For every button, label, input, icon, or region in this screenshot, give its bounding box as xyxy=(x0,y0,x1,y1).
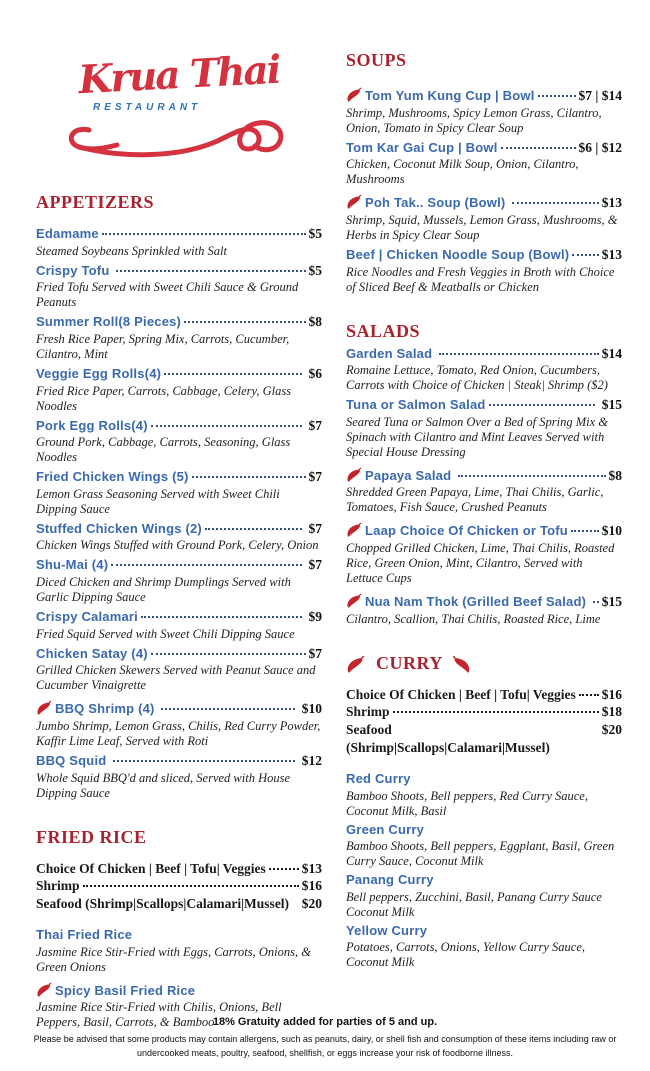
dotted-leader xyxy=(184,321,305,323)
menu-item xyxy=(346,589,622,627)
item-description: Bell peppers, Zucchini, Basil, Panang Curry Sauce Coconut Milk xyxy=(346,889,602,919)
dotted-leader xyxy=(393,711,599,713)
dotted-leader xyxy=(151,653,306,655)
item-price: $7 xyxy=(308,645,322,661)
item-name: Panang Curry xyxy=(346,872,434,888)
dotted-leader xyxy=(593,601,599,603)
item-description: Romaine Lettuce, Tomato, Red Onion, Cucumbers, Carrots with Choice of Chicken | Steak| Shrimp ($2) xyxy=(346,363,608,393)
dotted-leader xyxy=(572,254,598,256)
item-description: Jasmine Rice Stir-Fried with Chilis, Onions, Bell Peppers, Basil, Carrots, & Bamboo xyxy=(36,1000,282,1030)
item-description: Jumbo Shrimp, Lemon Grass, Chilis, Red Curry Powder, Kaffir Lime Leaf, Served with Roti xyxy=(36,718,321,748)
menu-item-row xyxy=(36,978,322,1000)
menu-item xyxy=(346,923,622,971)
menu-item xyxy=(346,771,622,819)
menu-item xyxy=(36,895,322,913)
menu-item-row xyxy=(36,313,322,331)
dotted-leader xyxy=(269,868,299,870)
item-description: Chopped Grilled Chicken, Lime, Thai Chilis, Roasted Rice, Green Onion, Mint, Cilantro, Served with Lettuce Cups xyxy=(346,541,615,585)
menu-item-row xyxy=(346,703,622,721)
item-price: $12 xyxy=(298,752,322,768)
item-description: Whole Squid BBQ'd and sliced, Served with House Dipping Sauce xyxy=(36,770,291,800)
restaurant-logo xyxy=(59,46,299,178)
item-name: Nua Nam Thok (Grilled Beef Salad) xyxy=(365,594,590,609)
menu-item-row xyxy=(36,752,322,770)
item-name: Veggie Egg Rolls(4) xyxy=(36,365,162,381)
item-description: Potatoes, Carrots, Onions, Yellow Curry Sauce, Coconut Milk xyxy=(346,940,586,970)
item-name: Red Curry xyxy=(346,770,411,786)
item-description: Shrimp, Mushrooms, Spicy Lemon Grass, Cilantro, Onion, Tomato in Spicy Clear Soup xyxy=(346,105,602,135)
item-description: Cilantro, Scallion, Thai Chilis, Roasted Rice, Lime xyxy=(346,611,601,626)
menu-item-row xyxy=(346,721,622,757)
menu-item xyxy=(36,608,322,642)
item-name: Chicken Satay (4) xyxy=(36,645,148,661)
menu-item xyxy=(36,645,322,694)
chili-pepper-icon xyxy=(36,981,53,998)
item-name: Beef | Chicken Noodle Soup (Bowl) xyxy=(346,246,570,262)
item-name: Spicy Basil Fried Rice xyxy=(55,982,196,998)
menu-section-soups xyxy=(346,50,622,295)
item-price: $7 xyxy=(305,417,322,433)
dotted-leader xyxy=(489,404,596,406)
section-title-curry xyxy=(346,653,622,674)
item-name: Green Curry xyxy=(346,821,425,837)
item-price: $13 xyxy=(601,246,622,262)
menu-section-curry xyxy=(346,653,622,971)
item-description: Seared Tuna or Salmon Over a Bed of Spring Mix & Spinach with Cilantro and Mint Leaves Served with Special House Dressing xyxy=(346,414,609,459)
item-price: $7 xyxy=(308,469,322,485)
item-name: Tom Kar Gai Cup | Bowl xyxy=(346,139,498,155)
menu-item xyxy=(36,262,322,311)
menu-item-row xyxy=(36,696,322,718)
menu-item xyxy=(36,365,322,414)
menu-item-row xyxy=(346,589,622,611)
item-price: $15 xyxy=(601,594,622,609)
menu-item xyxy=(346,463,622,516)
menu-item-row xyxy=(36,225,322,243)
item-description: Lemon Grass Seasoning Served with Sweet Chili Dipping Sauce xyxy=(36,486,280,516)
menu-item xyxy=(36,468,322,517)
dotted-leader xyxy=(571,530,599,532)
item-price: $6 | $12 xyxy=(578,139,622,155)
allergen-notice: Please be advised that some products may contain allergens, such as peanuts, dairy, or shell fish and consumption of these items including raw or undercooked meats, poultry, seafood, shellfish, or eggs increase your risk of foodborne illness. xyxy=(33,1034,617,1059)
menu-item-row xyxy=(346,463,622,485)
menu-item xyxy=(346,686,622,704)
menu-section-appetizers xyxy=(36,192,322,801)
item-name: Seafood (Shrimp|Scallops|Calamari|Mussel) xyxy=(36,896,290,912)
menu-item-row xyxy=(346,139,622,157)
item-name: Thai Fried Rice xyxy=(36,926,133,942)
menu-item-row xyxy=(36,365,322,383)
gratuity-notice: 18% Gratuity added for parties of 5 and up. xyxy=(212,1016,438,1029)
section-title-appetizers xyxy=(36,192,322,213)
chili-pepper-icon xyxy=(346,654,366,674)
item-price: $18 xyxy=(601,704,622,720)
item-description: Fresh Rice Paper, Spring Mix, Carrots, Cucumber, Cilantro, Mint xyxy=(36,331,290,361)
item-name: Garden Salad xyxy=(346,345,437,361)
item-name: Shrimp xyxy=(346,704,390,720)
item-price: $14 xyxy=(601,345,622,361)
item-description: Chicken, Coconut Milk Soup, Onion, Cilantro, Mushrooms xyxy=(346,157,579,187)
item-price: $8 xyxy=(308,314,322,330)
menu-item xyxy=(36,556,322,605)
item-description: Fried Tofu Served with Sweet Chili Sauce & Ground Peanuts xyxy=(36,280,299,310)
item-description: Fried Squid Served with Sweet Chili Dipping Sauce xyxy=(36,626,295,641)
menu-item-row xyxy=(346,771,622,788)
item-name: Yellow Curry xyxy=(346,922,428,938)
dotted-leader xyxy=(512,202,598,204)
item-price: $15 xyxy=(598,397,622,413)
logo-brand-text: Krua Thai xyxy=(77,46,281,104)
item-name: Poh Tak.. Soup (Bowl) xyxy=(365,195,510,211)
logo-subtitle-text: RESTAURANT xyxy=(93,102,202,113)
menu-item xyxy=(36,696,322,749)
menu-item-row xyxy=(36,262,322,280)
item-name: Stuffed Chicken Wings (2) xyxy=(36,520,202,536)
menu-item xyxy=(36,313,322,362)
dotted-leader xyxy=(141,616,302,618)
menu-item-row xyxy=(346,83,622,105)
item-name: Choice Of Chicken | Beef | Tofu| Veggies xyxy=(346,686,576,702)
item-price: $20 xyxy=(301,896,322,912)
menu-item xyxy=(36,520,322,554)
chili-pepper-icon xyxy=(451,654,471,674)
menu-item-row xyxy=(36,860,322,878)
menu-item xyxy=(346,703,622,721)
chili-pepper-icon xyxy=(346,86,363,103)
menu-item-row xyxy=(36,608,322,626)
item-price: $7 xyxy=(305,520,322,536)
item-name: Edamame xyxy=(36,226,99,241)
dotted-leader xyxy=(111,564,302,566)
item-description: Steamed Soybeans Sprinkled with Salt xyxy=(36,243,227,258)
menu-item-row xyxy=(36,417,322,435)
dotted-leader xyxy=(579,694,599,696)
item-name: Shu-Mai (4) xyxy=(36,557,109,573)
item-price: $10 xyxy=(601,523,622,539)
section-title-text: SOUPS xyxy=(346,50,407,70)
item-price: $13 xyxy=(601,195,622,211)
dotted-leader xyxy=(116,270,305,272)
item-description: Shrimp, Squid, Mussels, Lemon Grass, Mushrooms, & Herbs in Spicy Clear Soup xyxy=(346,212,618,242)
menu-item xyxy=(36,417,322,466)
dotted-leader xyxy=(102,233,306,235)
chili-pepper-icon xyxy=(36,699,53,716)
menu-item xyxy=(346,190,622,243)
dotted-leader xyxy=(439,353,599,355)
item-description: Bamboo Shoots, Bell peppers, Red Curry Sauce, Coconut Milk, Basil xyxy=(346,788,588,818)
menu-item-row xyxy=(346,190,622,212)
section-title-text: CURRY xyxy=(376,652,443,673)
section-title-text: APPETIZERS xyxy=(36,192,155,212)
menu-item-row xyxy=(36,556,322,574)
item-price: $5 xyxy=(308,262,322,278)
chili-pepper-icon xyxy=(346,466,363,483)
menu-item xyxy=(346,872,622,920)
item-description: Jasmine Rice Stir-Fried with Eggs, Carrots, Onions, & Green Onions xyxy=(36,944,311,974)
menu-item-row xyxy=(36,877,322,895)
menu-item xyxy=(346,396,622,460)
item-description: Ground Pork, Cabbage, Carrots, Seasoning, Glass Noodles xyxy=(36,435,291,465)
item-name: BBQ Shrimp (4) xyxy=(55,701,159,717)
item-description: Shredded Green Papaya, Lime, Thai Chilis, Garlic, Tomatoes, Fish Sauce, Crushed Peanuts xyxy=(346,485,604,515)
item-name: Tuna or Salmon Salad xyxy=(346,397,486,413)
menu-column-right xyxy=(346,50,622,1056)
chili-pepper-icon xyxy=(346,592,363,609)
menu-item-row xyxy=(36,895,322,913)
item-price: $10 xyxy=(298,701,322,717)
menu-item xyxy=(36,927,322,975)
chili-pepper-icon xyxy=(346,521,363,538)
dotted-leader xyxy=(458,475,605,477)
menu-item xyxy=(36,225,322,259)
logo-flourish-icon xyxy=(59,108,299,172)
menu-item xyxy=(36,877,322,895)
item-price: $16 xyxy=(601,686,622,702)
menu-item-row xyxy=(346,396,622,414)
item-description: Grilled Chicken Skewers Served with Peanut Sauce and Cucumber Vinaigrette xyxy=(36,663,316,693)
menu-item-row xyxy=(36,927,322,944)
chili-pepper-icon xyxy=(346,193,363,210)
dotted-leader xyxy=(205,528,302,530)
dotted-leader xyxy=(83,885,299,887)
item-price: $5 xyxy=(308,226,322,241)
item-price: $16 xyxy=(301,878,322,894)
item-name: Summer Roll(8 Pieces) xyxy=(36,314,182,330)
item-name: Pork Egg Rolls(4) xyxy=(36,417,148,433)
item-price: $13 xyxy=(301,860,322,876)
dotted-leader xyxy=(113,760,295,762)
item-name: Crispy Tofu xyxy=(36,262,114,278)
menu-item-row xyxy=(346,518,622,540)
menu-item xyxy=(346,246,622,295)
menu-item xyxy=(346,518,622,586)
item-name: Laap Choice Of Chicken or Tofu xyxy=(365,523,568,539)
menu-item xyxy=(36,752,322,801)
item-name: Seafood (Shrimp|Scallops|Calamari|Mussel) xyxy=(346,722,550,756)
item-price: $8 xyxy=(608,467,622,483)
menu-item xyxy=(346,721,622,757)
menu-item xyxy=(36,860,322,878)
item-description: Rice Noodles and Fresh Veggies in Broth with Choice of Sliced Beef & Meatballs or Chicken xyxy=(346,264,615,294)
section-title-fried-rice xyxy=(36,827,322,848)
menu-section-salads xyxy=(346,321,622,627)
menu-section-fried-rice xyxy=(36,827,322,1031)
item-description: Diced Chicken and Shrimp Dumplings Served with Garlic Dipping Sauce xyxy=(36,575,291,604)
dotted-leader xyxy=(538,95,576,97)
menu-column-left xyxy=(36,46,322,1056)
item-description: Chicken Wings Stuffed with Ground Pork, Celery, Onion xyxy=(36,538,319,553)
dotted-leader xyxy=(161,708,295,710)
item-price: $7 xyxy=(305,557,322,573)
section-title-text: FRIED RICE xyxy=(36,826,147,847)
menu-item-row xyxy=(346,686,622,704)
menu-item-row xyxy=(36,468,322,486)
menu-item xyxy=(346,822,622,870)
item-name: Fried Chicken Wings (5) xyxy=(36,469,189,485)
item-name: BBQ Squid xyxy=(36,752,111,768)
menu-item-row xyxy=(346,345,622,363)
menu-item-row xyxy=(36,520,322,538)
footer xyxy=(0,1016,650,1061)
item-price: $7 | $14 xyxy=(578,88,622,103)
section-title-salads xyxy=(346,321,622,342)
item-name: Shrimp xyxy=(36,878,80,894)
item-price: $9 xyxy=(305,609,322,624)
dotted-leader xyxy=(192,476,306,478)
menu-item xyxy=(346,83,622,136)
item-price: $20 xyxy=(601,722,622,738)
section-title-soups xyxy=(346,50,622,71)
item-price: $6 xyxy=(305,365,322,381)
item-description: Fried Rice Paper, Carrots, Cabbage, Celery, Glass Noodles xyxy=(36,383,292,413)
menu-item-row xyxy=(346,923,622,940)
menu-item-row xyxy=(346,246,622,264)
dotted-leader xyxy=(501,147,576,149)
item-name: Papaya Salad xyxy=(365,467,456,483)
menu-item-row xyxy=(346,872,622,889)
menu-item xyxy=(346,345,622,394)
menu-item-row xyxy=(36,645,322,663)
dotted-leader xyxy=(164,373,302,375)
menu-item-row xyxy=(346,822,622,839)
item-description: Bamboo Shoots, Bell peppers, Eggplant, Basil, Green Curry Sauce, Coconut Milk xyxy=(346,839,615,869)
section-title-text: SALADS xyxy=(346,320,421,341)
dotted-leader xyxy=(151,425,302,427)
menu-item xyxy=(346,139,622,188)
item-name: Crispy Calamari xyxy=(36,609,138,624)
item-name: Tom Yum Kung Cup | Bowl xyxy=(365,88,535,103)
item-name: Choice Of Chicken | Beef | Tofu| Veggies xyxy=(36,860,266,876)
